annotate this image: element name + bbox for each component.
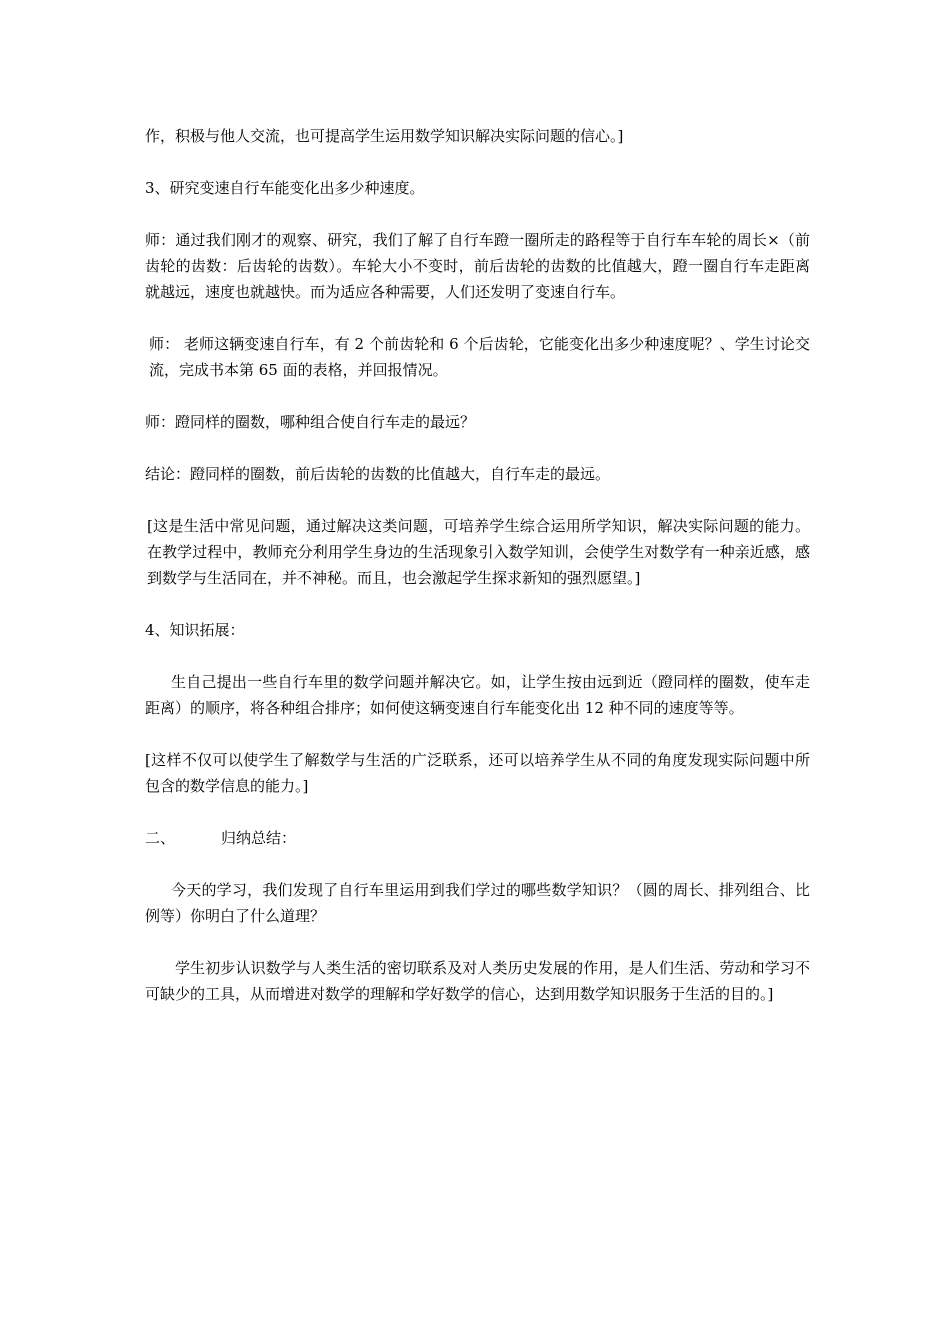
- paragraph-commentary-1: [这是生活中常见问题，通过解决这类问题，可培养学生综合运用所学知识，解决实际问题的能力。在教学过程中，教师充分利用学生身边的生活现象引入数学知训，会使学生对数学有一种亲近感，感到数学与生活同在，并不神秘。而且，也会激起学生探求新知的强烈愿望。]: [147, 517, 810, 587]
- section-title: 归纳总结：: [221, 829, 297, 847]
- paragraph-summary-question: 今天的学习，我们发现了自行车里运用到我们学过的哪些数学知识？（圆的周长、排列组合、比例等）你明白了什么道理？: [145, 881, 810, 925]
- document-page: [145, 123, 810, 1033]
- paragraph-1: 作，积极与他人交流，也可提高学生运用数学知识解决实际问题的信心。]: [145, 127, 624, 145]
- paragraph-commentary-2: [这样不仅可以使学生了解数学与生活的广泛联系，还可以培养学生从不同的角度发现实际问题中所包含的数学信息的能力。]: [145, 751, 810, 795]
- section-number: 二、: [145, 829, 176, 847]
- section-heading-summary: [145, 825, 810, 851]
- section-heading-3: 3、研究变速自行车能变化出多少种速度。: [145, 179, 425, 197]
- paragraph-conclusion: 结论：蹬同样的圈数，前后齿轮的齿数的比值越大，自行车走的最远。: [145, 465, 611, 483]
- paragraph-teacher-explanation: 师：通过我们刚才的观察、研究，我们了解了自行车蹬一圈所走的路程等于自行车车轮的周长×（前齿轮的齿数：后齿轮的齿数）。车轮大小不变时，前后齿轮的齿数的比值越大，蹬一圈自行车走距离就越远，速度也就越快。而为适应各种需要，人们还发明了变速自行车。: [145, 231, 810, 301]
- paragraph-teacher-question: 师： 老师这辆变速自行车，有 2 个前齿轮和 6 个后齿轮，它能变化出多少种速度呢？、学生讨论交流，完成书本第 65 面的表格，并回报情况。: [149, 335, 810, 379]
- section-heading-4: 4、知识拓展：: [145, 621, 245, 639]
- paragraph-summary-answer: 学生初步认识数学与人类生活的密切联系及对人类历史发展的作用，是人们生活、劳动和学习不可缺少的工具，从而增进对数学的理解和学好数学的信心，达到用数学知识服务于生活的目的。]: [145, 959, 810, 1003]
- paragraph-teacher-prompt: 师：蹬同样的圈数，哪种组合使自行车走的最远？: [145, 413, 476, 431]
- paragraph-extension: 生自己提出一些自行车里的数学问题并解决它。如，让学生按由远到近（蹬同样的圈数，使车走距离）的顺序，将各种组合排序；如何使这辆变速自行车能变化出 12 种不同的速度等等。: [145, 673, 810, 717]
